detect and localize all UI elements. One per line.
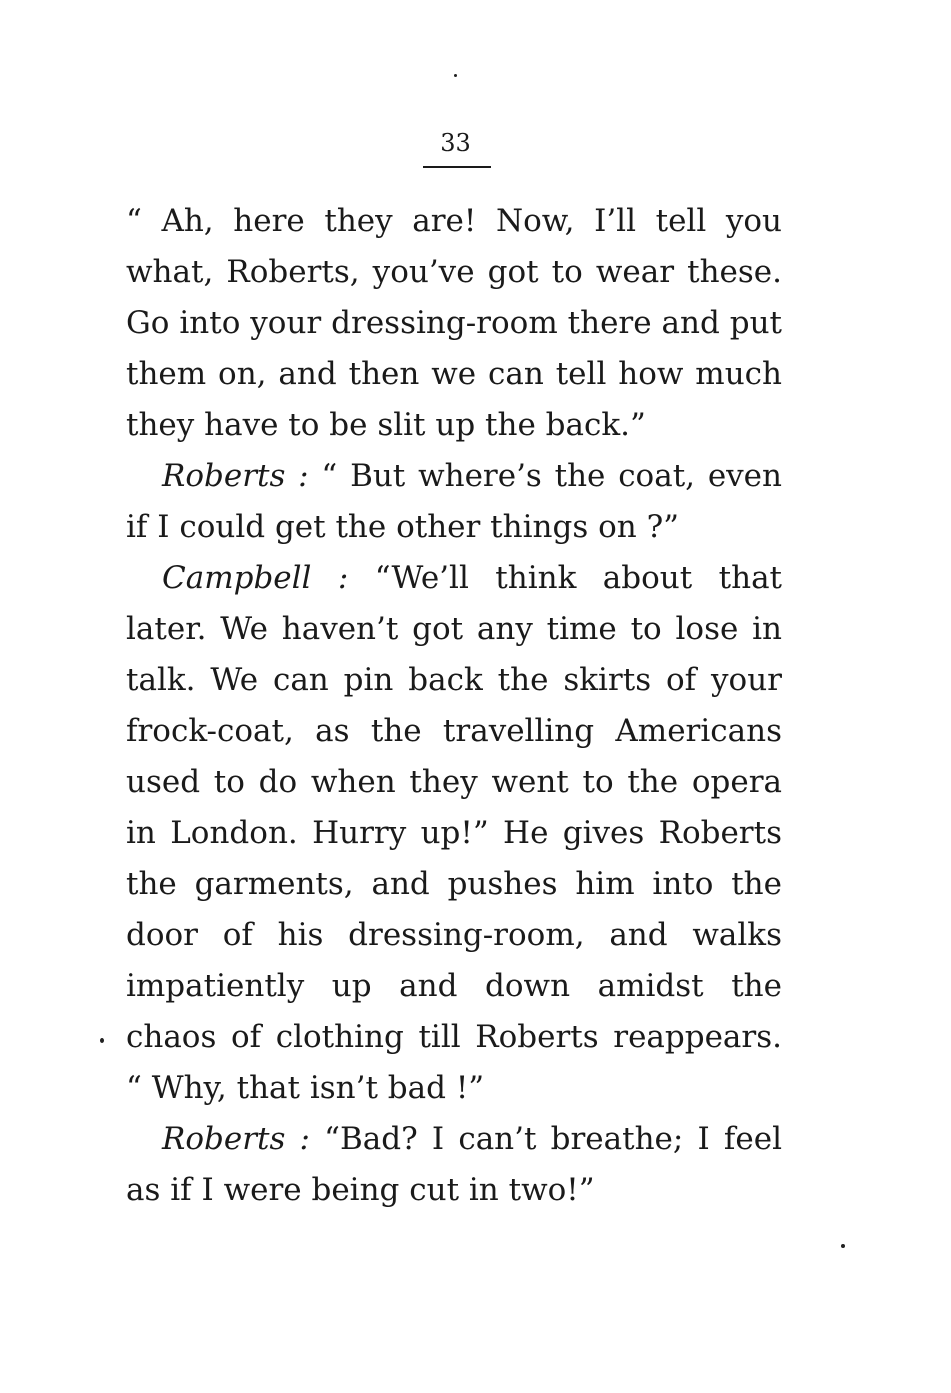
speaker-name: Roberts : — [162, 1121, 310, 1157]
page-number: 33 — [440, 129, 471, 157]
speaker-name: Campbell : — [162, 560, 349, 596]
print-speck-right — [841, 1244, 845, 1248]
speaker-name: Roberts : — [162, 458, 309, 494]
paragraph-text: “Bad? I can’t breathe; I feel as if I were being cut in two!” — [126, 1121, 782, 1208]
paragraph-text: “We’ll think about that later. We haven’t got any time to lose in talk. We can pin back the skirts of your frock-coat, as the travelling Americans used to do when they went to the opera in London. Hurry up!” He gives Roberts the garments, and pushes him into the door of his dressing-room, and walks impatiently up and down amidst the chaos of clothing till Roberts reappears. “ Why, that isn’t bad !” — [126, 560, 783, 1106]
body-text — [126, 196, 782, 1216]
paragraph — [126, 1114, 782, 1216]
paragraph-text: “ Ah, here they are! Now, I’ll tell you what, Roberts, you’ve got to wear these. Go into your dressing-room there and put them on, and then we can tell how much they have to be slit up the back.” — [126, 203, 782, 443]
paragraph-text: “ But where’s the coat, even if I could get the other things on ?” — [126, 458, 782, 545]
paragraph — [126, 553, 782, 1114]
paragraph — [126, 451, 782, 553]
paragraph — [126, 196, 782, 451]
print-speck-top — [454, 74, 457, 77]
page-number-rule — [423, 166, 491, 168]
print-speck-left — [100, 1038, 104, 1043]
